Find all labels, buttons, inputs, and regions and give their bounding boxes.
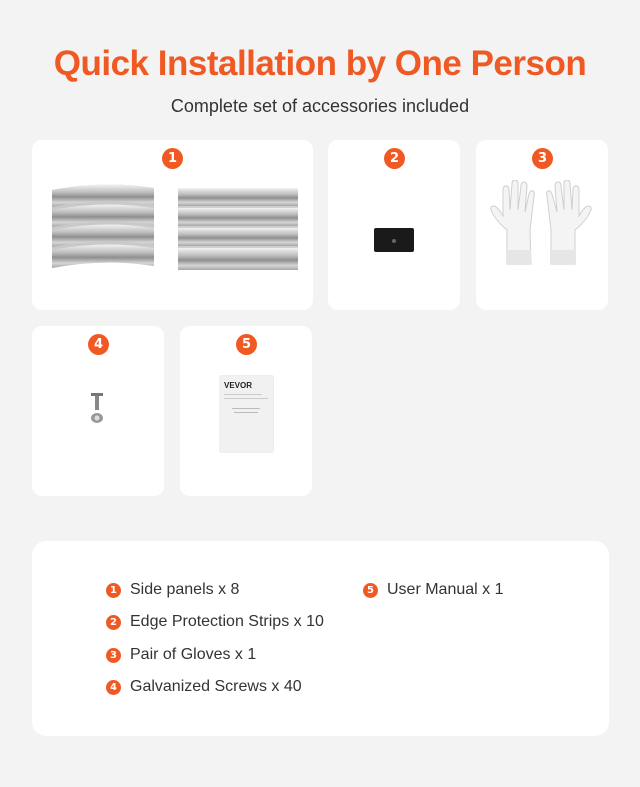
list-item-label: Galvanized Screws x 40 (130, 678, 302, 695)
galvanized-screw-image (87, 392, 107, 426)
side-panels-image (46, 180, 306, 280)
list-item (363, 581, 504, 599)
list-number-5: 5 (363, 583, 378, 598)
list-item-label: Edge Protection Strips x 10 (130, 613, 324, 630)
list-item (106, 613, 324, 631)
list-item-label: Pair of Gloves x 1 (130, 646, 257, 663)
page-title: Quick Installation by One Person (53, 44, 587, 83)
list-number-3: 3 (106, 648, 121, 663)
edge-protection-strip-image (372, 226, 416, 254)
list-item (106, 678, 302, 696)
gloves-image (487, 180, 597, 270)
card-edge-strips (328, 140, 460, 310)
badge-3: 3 (532, 148, 553, 169)
badge-2: 2 (384, 148, 405, 169)
list-number-2: 2 (106, 615, 121, 630)
contents-list-card (32, 541, 609, 736)
list-number-4: 4 (106, 680, 121, 695)
list-item (106, 581, 239, 599)
badge-4: 4 (88, 334, 109, 355)
card-gloves (476, 140, 608, 310)
card-screws (32, 326, 164, 496)
list-number-1: 1 (106, 583, 121, 598)
page-subtitle: Complete set of accessories included (170, 96, 470, 116)
manual-brand: VEVOR (224, 381, 253, 390)
card-user-manual (180, 326, 312, 496)
list-item-label: Side panels x 8 (130, 581, 240, 598)
list-item-label: User Manual x 1 (387, 581, 504, 598)
user-manual-image (220, 376, 273, 452)
list-item (106, 646, 256, 664)
badge-1: 1 (162, 148, 183, 169)
card-side-panels (32, 140, 313, 310)
badge-5: 5 (236, 334, 257, 355)
